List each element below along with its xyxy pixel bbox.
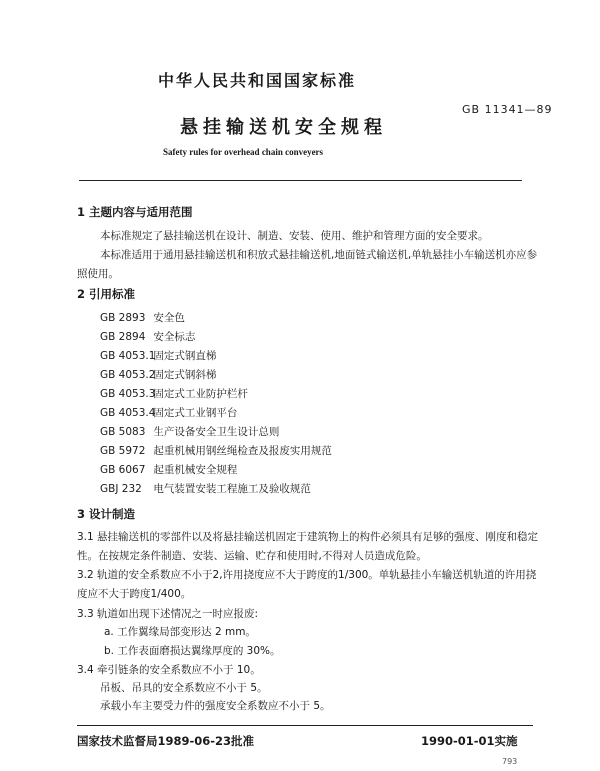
section-1-paragraph-2: 本标准适用于通用悬挂输送机和积放式悬挂输送机,地面链式输送机,单轨悬挂小车输送机亦应参照使用。	[77, 249, 538, 280]
reference-name: 固定式钢直梯	[153, 350, 217, 362]
clause-3-3-a: a. 工作翼缘局部变形达 2 mm。	[104, 626, 256, 638]
clause-3-4: 3.4 牵引链条的安全系数应不小于 10。	[77, 664, 261, 676]
reference-name: 固定式工业防护栏杆	[153, 388, 248, 400]
clause-3-1: 3.1 悬挂输送机的零部件以及将悬挂输送机固定于建筑物上的构件必须具有足够的强度、刚度和稳定性。在按规定条件制造、安装、运输、贮存和使用时,不得对人员造成危险。	[77, 531, 539, 562]
reference-code: GB 5972	[100, 445, 146, 457]
reference-item	[100, 405, 237, 420]
national-standard-heading: 中华人民共和国国家标准	[158, 71, 357, 90]
reference-code: GB 4053.1	[100, 350, 156, 362]
clause-3-4-hanger: 吊板、吊具的安全系数应不小于 5。	[100, 682, 268, 694]
clause-3-2: 3.2 轨道的安全系数应不小于2,许用挠度应不大于跨度的1/300。单轨悬挂小车输送机轨道的许用挠度应不大于跨度1/400。	[77, 569, 537, 600]
clause-3-3: 3.3 轨道如出现下述情况之一时应报废:	[77, 608, 259, 620]
reference-name: 安全色	[153, 312, 185, 324]
reference-name: 固定式工业钢平台	[153, 407, 238, 419]
clause-3-4-trolley: 承载小车主要受力件的强度安全系数应不小于 5。	[100, 700, 331, 712]
section-1-paragraph-1: 本标准规定了悬挂输送机在设计、制造、安装、使用、维护和管理方面的安全要求。	[100, 230, 489, 242]
section-3-heading: 3 设计制造	[77, 507, 136, 521]
reference-code: GB 4053.4	[100, 407, 156, 419]
reference-item	[100, 462, 237, 477]
document-title: 悬挂输送机安全规程	[180, 117, 387, 138]
reference-name: 固定式钢斜梯	[153, 369, 217, 381]
reference-name: 电气装置安装工程施工及验收规范	[153, 483, 311, 495]
reference-code: GB 6067	[100, 464, 146, 476]
reference-item	[100, 367, 216, 382]
effective-date: 1990-01-01实施	[421, 734, 518, 748]
reference-code: GB 2893	[100, 312, 146, 324]
header-divider	[79, 180, 522, 181]
reference-item	[100, 348, 216, 363]
reference-item	[100, 424, 279, 439]
clause-3-3-b: b. 工作表面磨损达翼缘厚度的 30%。	[104, 645, 281, 657]
document-title-english: Safety rules for overhead chain conveyers	[163, 147, 324, 157]
reference-name: 安全标志	[153, 331, 196, 343]
reference-code: GB 4053.2	[100, 369, 156, 381]
reference-name: 起重机械用钢丝绳检查及报废实用规范	[153, 445, 332, 457]
reference-name: 起重机械安全规程	[153, 464, 238, 476]
reference-name: 生产设备安全卫生设计总则	[153, 426, 280, 438]
page-number: 793	[502, 757, 518, 766]
reference-item	[100, 481, 311, 496]
footer-divider	[77, 725, 533, 726]
section-2-heading: 2 引用标准	[77, 287, 136, 301]
reference-item	[100, 329, 195, 344]
reference-code: GB 2894	[100, 331, 146, 343]
section-1-heading: 1 主题内容与适用范围	[77, 205, 193, 219]
standard-number: GB 11341—89	[462, 103, 553, 116]
reference-item	[100, 443, 332, 458]
reference-item	[100, 386, 248, 401]
reference-code: GB 4053.3	[100, 388, 156, 400]
reference-code: GBJ 232	[100, 483, 142, 495]
approval-date: 国家技术监督局1989-06-23批准	[77, 734, 255, 748]
reference-item	[100, 310, 185, 325]
reference-code: GB 5083	[100, 426, 146, 438]
